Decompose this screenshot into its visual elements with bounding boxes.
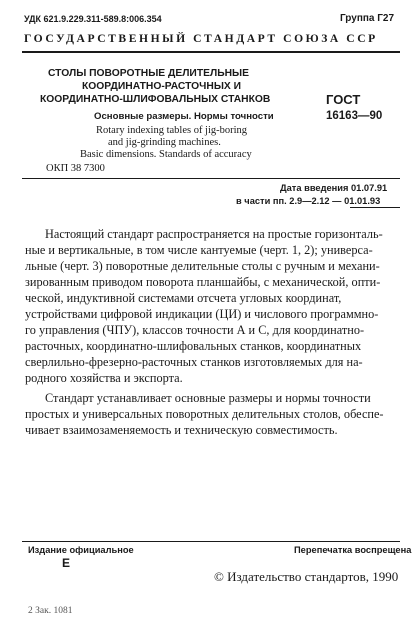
para1-line: родного хозяйства и экспорта. [25, 371, 183, 385]
parts-date: в части пп. 2.9—2.12 — 01.01.93 [236, 196, 381, 206]
title-line-2: КООРДИНАТНО-РАСТОЧНЫХ И [82, 81, 242, 92]
english-title-line-3: Basic dimensions. Standards of accuracy [80, 149, 252, 160]
para1-line: льные (черт. 3) поворотные делительные столы с ручным и механи- [25, 259, 380, 273]
para1-line: устройствами цифровой индикации (ЦИ) и числового программно- [25, 307, 379, 321]
reprint-prohibited-label: Перепечатка воспрещена [294, 545, 412, 555]
para2-line: Стандарт устанавливает основные размеры и нормы точности [45, 391, 371, 405]
okp-code: ОКП 38 7300 [46, 163, 105, 174]
gost-number: 16163—90 [326, 110, 383, 122]
body-paragraph-2 [25, 390, 399, 438]
udc-code: УДК 621.9.229.311-589.8:006.354 [24, 14, 162, 24]
para1-line: ческой, индуктивной системами отсчета угловых координат, [25, 291, 342, 305]
para1-line: Настоящий стандарт распространяется на простые горизонталь- [45, 227, 383, 241]
title-line-3: КООРДИНАТНО-ШЛИФОВАЛЬНЫХ СТАНКОВ [40, 94, 271, 105]
date-underline [350, 207, 400, 208]
publisher-copyright: © Издательство стандартов, 1990 [214, 569, 399, 584]
para1-line: сверлильно-фрезерно-расточных станков изготовляемых для на- [25, 355, 363, 369]
subtitle: Основные размеры. Нормы точности [94, 111, 274, 122]
print-order-number: 2 Зак. 1081 [28, 606, 73, 616]
para1-line: расточных, координатно-шлифовальных станков, координатных [25, 339, 362, 353]
para1-line: го управления (ЧПУ), классов точности А и С, для координатно- [25, 323, 365, 337]
english-title-line-1: Rotary indexing tables of jig-boring [96, 125, 248, 136]
title-rule [22, 178, 400, 179]
para2-line: чивает взаимозаменяемость и техническую совместимость. [25, 423, 338, 437]
para2-line: простых и универсальных поворотных делительных столов, обеспе- [25, 407, 384, 421]
edition-mark: Е [62, 556, 71, 570]
footer-rule [22, 541, 400, 542]
gost-label: ГОСТ [326, 92, 361, 107]
title-line-1: СТОЛЫ ПОВОРОТНЫЕ ДЕЛИТЕЛЬНЫЕ [48, 68, 250, 79]
english-title-line-2: and jig-grinding machines. [108, 137, 221, 148]
group-label: Группа Г27 [340, 13, 395, 24]
official-edition-label: Издание официальное [28, 545, 134, 555]
header-rule [22, 51, 400, 53]
para1-line: зированным приводом поворота планшайбы, с механической, опти- [25, 275, 381, 289]
body-paragraph-1 [25, 226, 399, 386]
agency-banner: ГОСУДАРСТВЕННЫЙ СТАНДАРТ СОЮЗА ССР [24, 32, 378, 45]
introduction-date: Дата введения 01.07.91 [280, 183, 388, 193]
para1-line: ные и вертикальные, в том числе кантуемые (черт. 1, 2); универса- [25, 243, 373, 257]
